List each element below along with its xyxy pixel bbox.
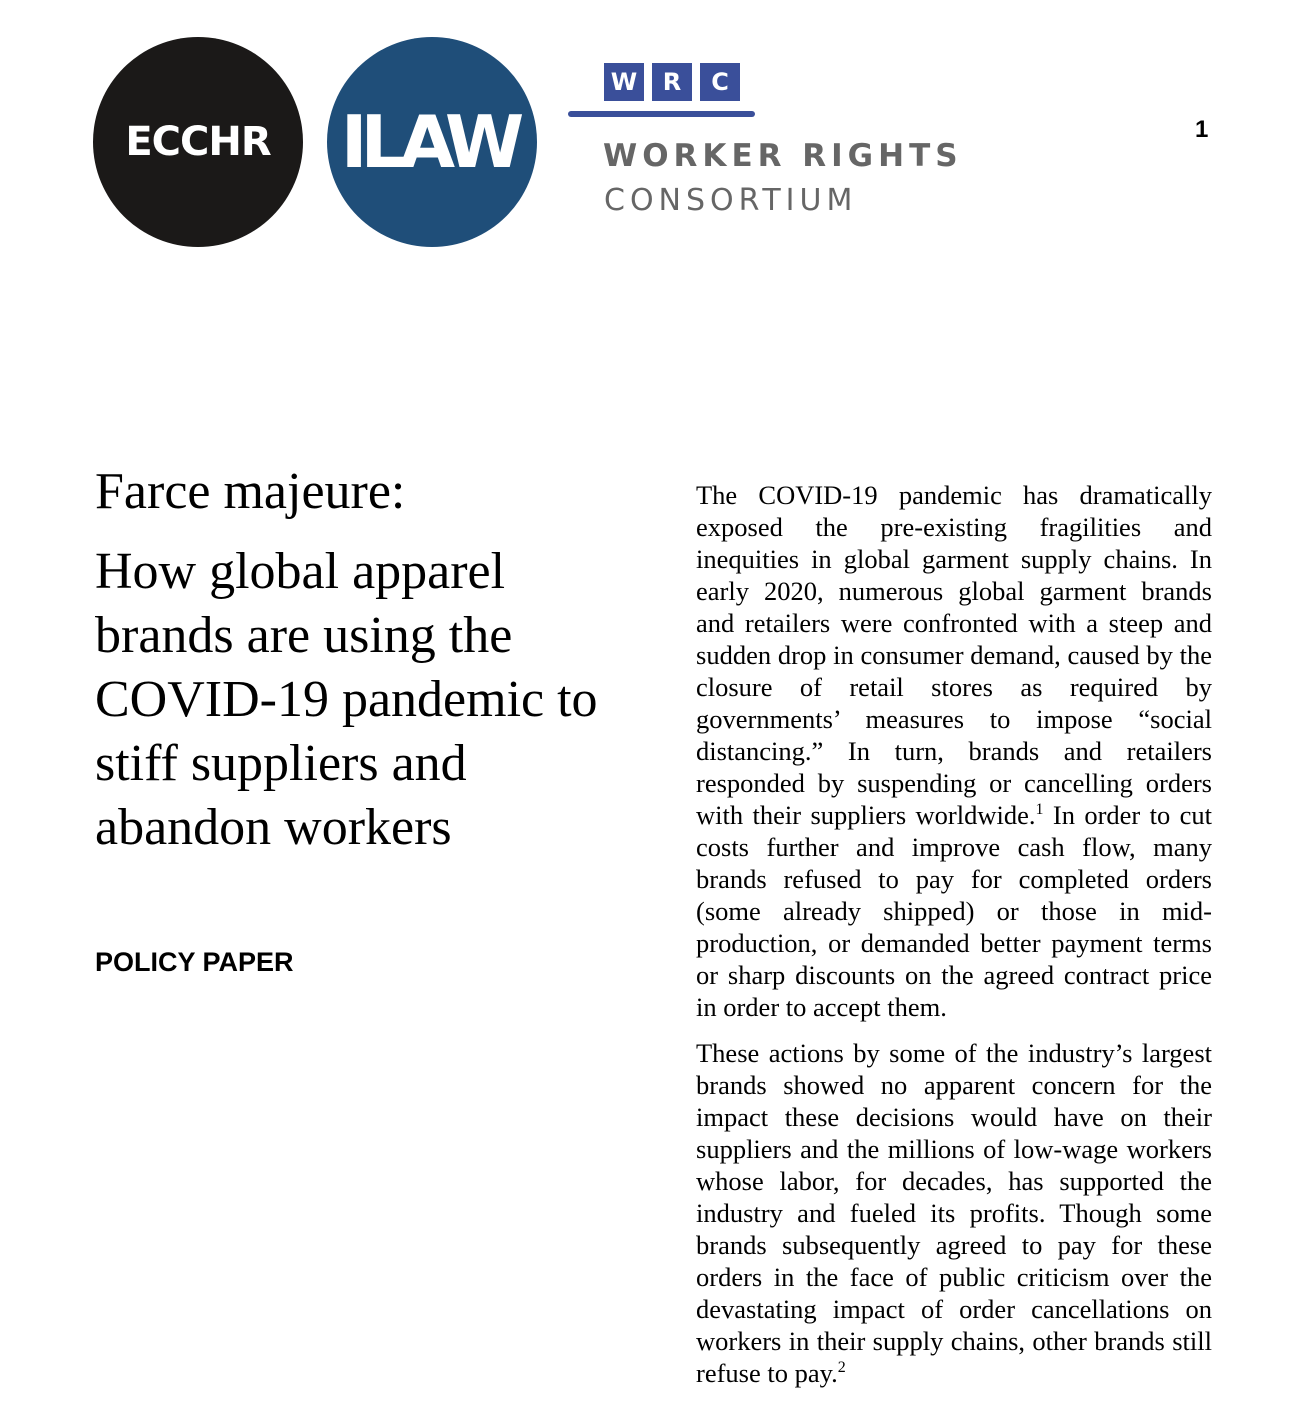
document-type-label: POLICY PAPER	[95, 947, 294, 977]
paragraph-1-text: The COVID-19 pandemic has dramatically exposed the pre-existing fragilities and inequities in global garment supply chains. In early 2020, numerous global garment brands and retailers were confronted with a steep and sudden drop in consumer demand, caused by the closure of retail stores as required by governments’ measures to impose “social distancing.” In turn, brands and retailers responded by suspending or cancelling orders with their suppliers worldwide.	[696, 480, 1212, 830]
intro-paragraph-1	[696, 479, 1212, 1023]
paragraph-2-text: These actions by some of the industry’s largest brands showed no apparent concern for the impact these decisions would have on their suppliers and the millions of low-wage workers whose labor, for decades, has supported the industry and fueled its profits. Though some brands subsequently agreed to pay for these orders in the face of public criticism over the devastating impact of order cancellations on workers in their supply chains, other brands still refuse to pay.	[696, 1038, 1212, 1388]
wrc-logo-letters	[604, 63, 740, 101]
wrc-name-line2: CONSORTIUM	[604, 183, 858, 218]
footnote-ref-1[interactable]: 1	[1035, 801, 1044, 818]
document-title: Farce majeure:	[95, 463, 406, 520]
wrc-letter-w: W	[604, 63, 644, 101]
document-subtitle: How global apparel brands are using the COVID-19 pandemic to stiff suppliers and abandon workers	[95, 543, 598, 856]
ecchr-logo	[93, 37, 303, 247]
page-number: 1	[1195, 116, 1209, 143]
intro-text-column	[696, 479, 1212, 1403]
ilaw-logo-text: ILAW	[340, 100, 518, 184]
paragraph-1-text-continued: In order to cut costs further and improve cash flow, many brands refused to pay for completed orders (some already shipped) or those in mid-production, or demanded better payment terms or sharp discounts on the agreed contract price in order to accept them.	[696, 800, 1212, 1022]
ilaw-logo	[327, 37, 537, 247]
footnote-ref-2[interactable]: 2	[837, 1359, 846, 1376]
wrc-letter-r: R	[652, 63, 692, 101]
wrc-name-line1: WORKER RIGHTS	[603, 138, 963, 174]
intro-paragraph-2	[696, 1037, 1212, 1389]
wrc-letter-c: C	[700, 63, 740, 101]
wrc-logo-underline	[568, 111, 755, 117]
ecchr-logo-text: ECCHR	[125, 119, 271, 165]
